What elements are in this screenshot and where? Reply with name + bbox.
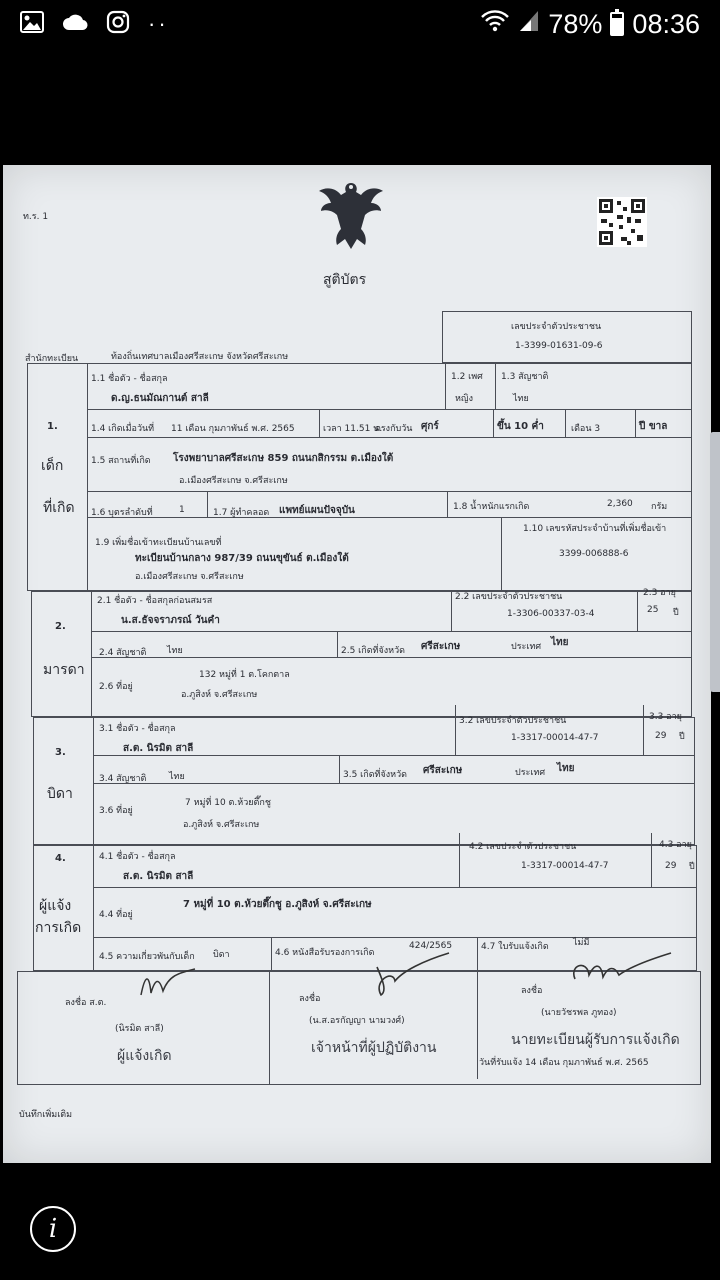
mother-age-label: 2.3 อายุ xyxy=(643,588,676,598)
child-place-value: โรงพยาบาลศรีสะเกษ 859 ถนนกสิกรรม ต.เมืองใต้ xyxy=(173,453,394,464)
father-nationality-value: ไทย xyxy=(169,772,185,782)
clock: 08:36 xyxy=(632,8,700,39)
signature-1 xyxy=(135,965,205,1009)
child-section-subtitle: ที่เกิด xyxy=(43,500,75,516)
child-place-district: อ.เมืองศรีสะเกษ จ.ศรีสะเกษ xyxy=(179,476,288,486)
informant-section-subtitle: การเกิด xyxy=(35,920,82,936)
mother-section-no: 2. xyxy=(55,621,66,632)
child-name-label: 1.1 ชื่อตัว - ชื่อสกุล xyxy=(91,374,168,384)
child-weight-label: 1.8 น้ำหนักแรกเกิด xyxy=(453,502,530,512)
mother-age-value: 25 xyxy=(647,605,659,615)
signature-label-3: ลงชื่อ xyxy=(521,986,543,996)
instagram-icon xyxy=(106,10,130,39)
father-name-label: 3.1 ชื่อตัว - ชื่อสกุล xyxy=(99,724,176,734)
mother-nationality-label: 2.4 สัญชาติ xyxy=(99,648,147,658)
child-weight-value: 2,360 xyxy=(607,499,633,509)
father-country-value: ไทย xyxy=(557,763,575,774)
child-delivered-value: แพทย์แผนปัจจุบัน xyxy=(279,505,355,516)
mother-name-value: น.ส.ธัจจราภรณ์ วันคำ xyxy=(121,615,220,626)
child-order-label: 1.6 บุตรลำดับที่ xyxy=(91,508,153,518)
signature-2 xyxy=(363,951,453,1005)
child-birth-value: 11 เดือน กุมภาพันธ์ พ.ศ. 2565 xyxy=(171,424,295,434)
father-address-value: 7 หมู่ที่ 10 ต.ห้วยตึ๊กชู xyxy=(185,798,271,808)
child-place-label: 1.5 สถานที่เกิด xyxy=(91,456,151,466)
father-section-title: บิดา xyxy=(47,786,73,802)
child-birth-label: 1.4 เกิดเมื่อวันที่ xyxy=(91,424,155,434)
child-weight-unit: กรัม xyxy=(651,502,668,512)
informant-cert-label: 4.6 หนังสือรับรองการเกิด xyxy=(275,948,375,958)
gallery-icon xyxy=(20,11,44,38)
child-sex-value: หญิง xyxy=(455,394,473,404)
child-birth-time: เวลา 11.51 น. xyxy=(323,424,383,434)
mother-country-label: ประเทศ xyxy=(511,642,542,652)
mother-born-label: 2.5 เกิดที่จังหวัด xyxy=(341,646,405,656)
child-sex-label: 1.2 เพศ xyxy=(451,372,483,382)
mother-id-value: 1-3306-00337-03-4 xyxy=(507,609,595,619)
mother-address-label: 2.6 ที่อยู่ xyxy=(99,682,133,692)
child-house-code-label: 1.10 เลขรหัสประจำบ้านที่เพิ่มชื่อเข้า xyxy=(523,524,667,534)
informant-address-value: 7 หมู่ที่ 10 ต.ห้วยตึ๊กชู อ.ภูสิงห์ จ.ศรีสะเกษ xyxy=(183,899,372,910)
father-age-unit: ปี xyxy=(679,732,685,742)
father-country-label: ประเทศ xyxy=(515,768,546,778)
child-name-value: ด.ญ.ธนมัณกานต์ สาลี xyxy=(111,393,209,404)
garuda-emblem-icon xyxy=(315,177,387,255)
father-section-no: 3. xyxy=(55,747,66,758)
informant-relation-label: 4.5 ความเกี่ยวพันกับเด็ก xyxy=(99,952,195,962)
status-bar xyxy=(0,0,720,48)
child-house-district: อ.เมืองศรีสะเกษ จ.ศรีสะเกษ xyxy=(135,572,244,582)
father-born-value: ศรีสะเกษ xyxy=(423,765,463,776)
informant-address-label: 4.4 ที่อยู่ xyxy=(99,910,133,920)
father-name-value: ส.ต. นิรมิต สาลี xyxy=(123,743,194,754)
informant-section-title: ผู้แจ้ง xyxy=(39,898,72,914)
child-lunar-year: ปี ขาล xyxy=(639,421,668,432)
father-id-label: 3.2 เลขประจำตัวประชาชน xyxy=(459,716,567,726)
child-nationality-value: ไทย xyxy=(513,394,529,404)
child-lunar-month: เดือน 3 xyxy=(571,424,601,434)
cloud-icon xyxy=(62,13,88,36)
battery-icon xyxy=(610,12,624,36)
signature-3 xyxy=(565,949,675,999)
signature-role-1: ผู้แจ้งเกิด xyxy=(117,1048,172,1064)
signature-person-3: (นายวัชรพล ภูทอง) xyxy=(541,1008,617,1018)
child-order-value: 1 xyxy=(179,505,185,515)
mother-nationality-value: ไทย xyxy=(167,646,183,656)
registry-label: สำนักทะเบียน xyxy=(25,354,79,364)
informant-age-value: 29 xyxy=(665,861,677,871)
informant-section-no: 4. xyxy=(55,853,66,864)
signature-label-2: ลงชื่อ xyxy=(299,994,321,1004)
child-section-title: เด็ก xyxy=(41,458,64,474)
child-nationality-label: 1.3 สัญชาติ xyxy=(501,372,549,382)
mother-age-unit: ปี xyxy=(673,608,679,618)
signature-role-2: เจ้าหน้าที่ผู้ปฏิบัติงาน xyxy=(311,1040,437,1056)
mother-address-value: 132 หมู่ที่ 1 ต.โคกตาล xyxy=(199,670,290,680)
child-house-code-value: 3399-006888-6 xyxy=(559,549,629,559)
child-section-no: 1. xyxy=(47,421,58,432)
informant-age-unit: ปี xyxy=(689,862,695,872)
mother-section-title: มารดา xyxy=(43,662,85,678)
form-code: ท.ร. 1 xyxy=(23,212,49,222)
signal-icon xyxy=(518,9,540,40)
battery-percent: 78% xyxy=(548,8,603,39)
birth-certificate xyxy=(3,165,711,1163)
informant-relation-value: บิดา xyxy=(213,950,230,960)
received-date: วันที่รับแจ้ง 14 เดือน กุมภาพันธ์ พ.ศ. 2565 xyxy=(479,1058,649,1068)
info-icon: i xyxy=(48,1214,58,1244)
child-lunar-day: ขึ้น 10 ค่ำ xyxy=(497,421,544,432)
informant-receipt-value: ไม่มี xyxy=(573,938,590,948)
mother-address-district: อ.ภูสิงห์ จ.ศรีสะเกษ xyxy=(181,690,258,700)
edge-panel-handle[interactable] xyxy=(710,432,720,692)
wifi-icon xyxy=(480,9,510,40)
signature-role-3: นายทะเบียนผู้รับการแจ้งเกิด xyxy=(511,1032,680,1048)
informant-age-label: 4.3 อายุ xyxy=(659,840,692,850)
signature-person-2: (น.ส.อรกัญญา นามวงศ์) xyxy=(309,1016,405,1026)
document-photo[interactable] xyxy=(3,165,711,1163)
child-weekday-value: ศุกร์ xyxy=(421,421,439,432)
additional-notes-label: บันทึกเพิ่มเติม xyxy=(19,1110,73,1120)
informant-cert-value: 424/2565 xyxy=(409,941,453,951)
mother-name-label: 2.1 ชื่อตัว - ชื่อสกุลก่อนสมรส xyxy=(97,596,213,606)
signature-person-1: (นิรมิต สาลี) xyxy=(115,1024,164,1034)
father-nationality-label: 3.4 สัญชาติ xyxy=(99,774,147,784)
mother-born-value: ศรีสะเกษ xyxy=(421,641,461,652)
qr-code-icon xyxy=(597,197,647,251)
child-delivered-label: 1.7 ผู้ทำคลอด xyxy=(213,508,270,518)
father-address-district: อ.ภูสิงห์ จ.ศรีสะเกษ xyxy=(183,820,260,830)
signature-label-1: ลงชื่อ ส.ต. xyxy=(65,998,107,1008)
informant-receipt-label: 4.7 ใบรับแจ้งเกิด xyxy=(481,942,549,952)
father-address-label: 3.6 ที่อยู่ xyxy=(99,806,133,816)
id-label: เลขประจำตัวประชาชน xyxy=(511,322,602,332)
id-value: 1-3399-01631-09-6 xyxy=(515,341,603,351)
father-age-value: 29 xyxy=(655,731,667,741)
document-title: สูติบัตร xyxy=(323,272,367,288)
registry-value: ท้องถิ่นเทศบาลเมืองศรีสะเกษ จังหวัดศรีสะเกษ xyxy=(111,352,289,362)
mother-id-label: 2.2 เลขประจำตัวประชาชน xyxy=(455,592,563,602)
child-weekday-label: ตรงกับวัน xyxy=(375,424,413,434)
informant-name-label: 4.1 ชื่อตัว - ชื่อสกุล xyxy=(99,852,176,862)
info-button[interactable] xyxy=(30,1206,76,1252)
father-age-label: 3.3 อายุ xyxy=(649,712,682,722)
more-notifications-icon: ·· xyxy=(148,11,169,36)
mother-country-value: ไทย xyxy=(551,637,569,648)
father-born-label: 3.5 เกิดที่จังหวัด xyxy=(343,770,407,780)
informant-id-value: 1-3317-00014-47-7 xyxy=(521,861,609,871)
informant-id-label: 4.2 เลขประจำตัวประชาชน xyxy=(469,842,577,852)
informant-name-value: ส.ต. นิรมิต สาลี xyxy=(123,871,194,882)
child-house-label: 1.9 เพิ่มชื่อเข้าทะเบียนบ้านเลขที่ xyxy=(95,538,222,548)
father-id-value: 1-3317-00014-47-7 xyxy=(511,733,599,743)
child-house-value: ทะเบียนบ้านกลาง 987/39 ถนนขุขันธ์ ต.เมืองใต้ xyxy=(135,553,349,564)
